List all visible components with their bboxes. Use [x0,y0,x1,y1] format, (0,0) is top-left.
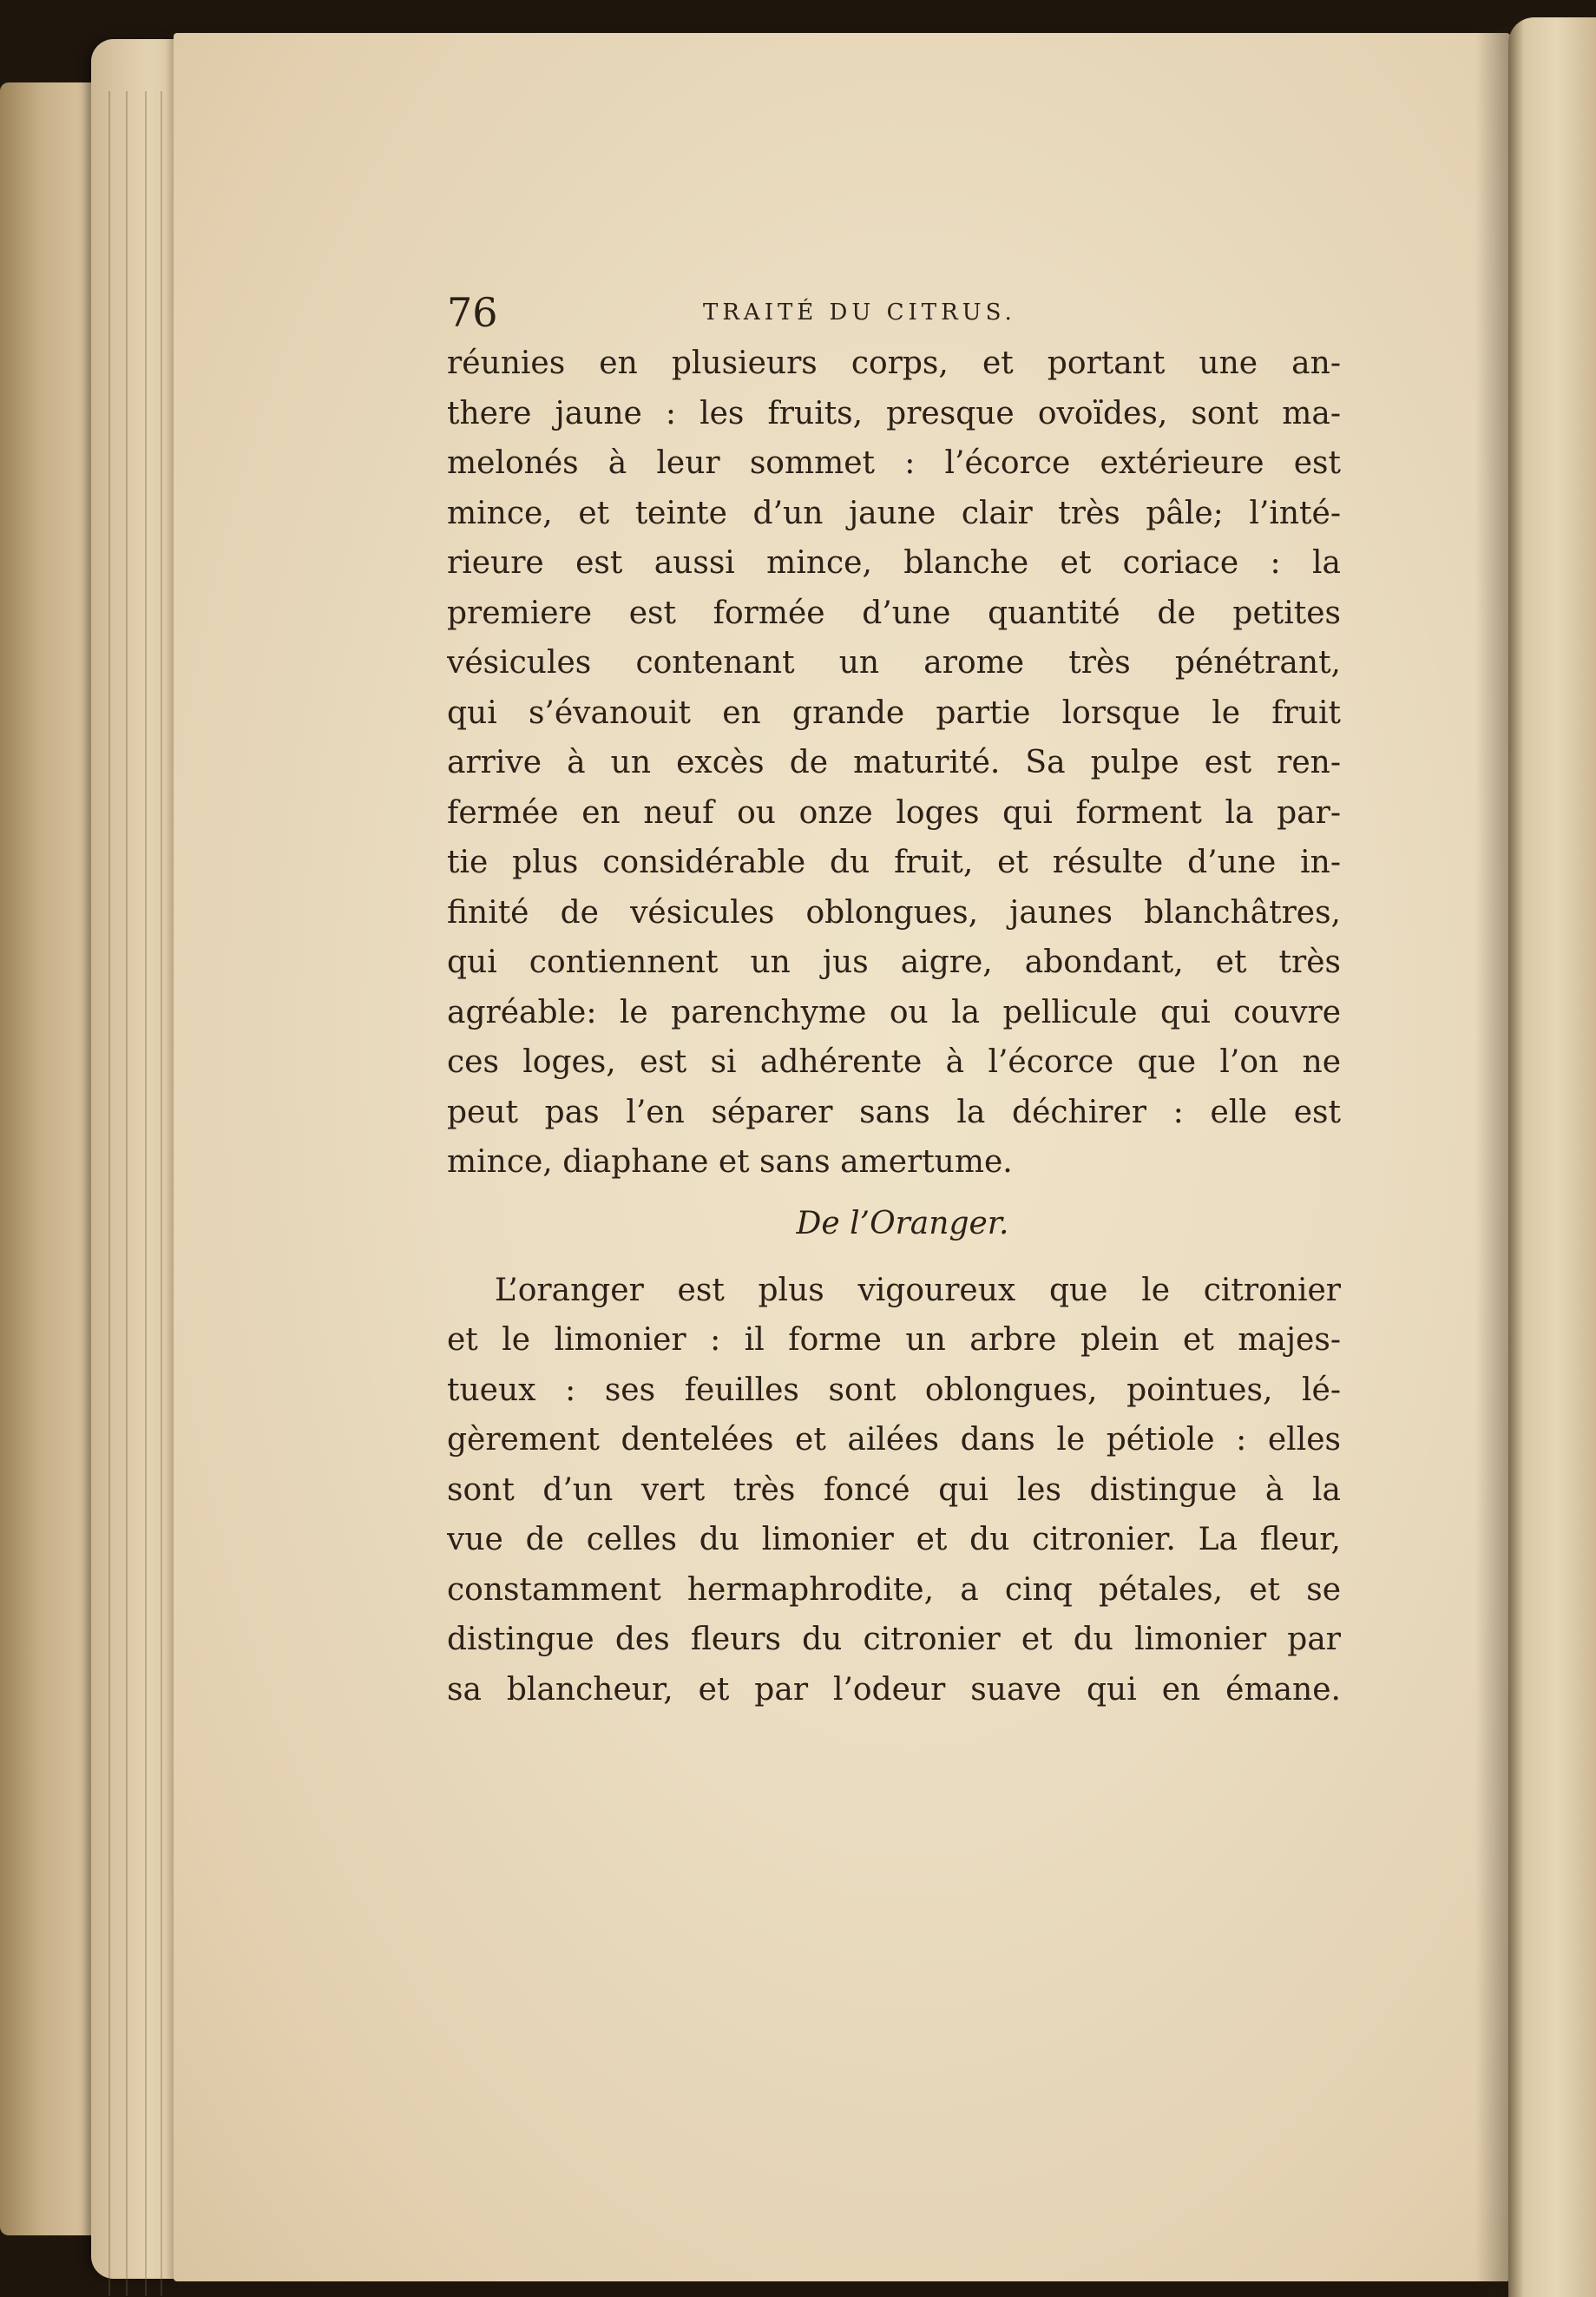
text-line: sa blancheur, et par l’odeur suave qui en émane. [447,1671,1341,1708]
text-line: mince, et teinte d’un jaune clair très pâle; l’inté- [447,495,1341,531]
paragraph-1 [447,339,1341,1188]
text-line: vésicules contenant un arome très pénétrant, [447,645,1341,681]
text-line: sont d’un vert très foncé qui les distingue à la [447,1471,1341,1508]
text-line: L’oranger est plus vigoureux que le citronier [495,1272,1341,1308]
paragraph-2 [447,1266,1341,1715]
page-edge [145,91,147,2296]
page-number: 76 [447,289,498,336]
text-line: vue de celles du limonier et du citronier. La fleur, [447,1522,1341,1557]
text-line: et le limonier : il forme un arbre plein et majes- [447,1322,1341,1358]
page-edge [161,91,162,2296]
text-line: arrive à un excès de maturité. Sa pulpe est ren- [447,745,1341,780]
page-edge [108,91,110,2296]
page-edge [126,91,128,2296]
text-line: qui s’évanouit en grande partie lorsque le fruit [447,694,1341,731]
text-line: peut pas l’en séparer sans la déchirer : elle est [447,1094,1341,1130]
text-line: agréable: le parenchyme ou la pellicule qui couvre [447,994,1341,1030]
running-head [447,286,1341,339]
text-line: tie plus considérable du fruit, et résulte d’une in- [447,845,1341,880]
facing-page-edge [1508,17,1596,2297]
text-line: réunies en plusieurs corps, et portant une an- [447,346,1341,381]
text-line: qui contiennent un jus aigre, abondant, et très [447,944,1341,980]
text-line: premiere est formée d’une quantité de petites [447,595,1341,631]
text-line: ces loges, est si adhérente à l’écorce que l’on ne [447,1044,1341,1080]
text-line: rieure est aussi mince, blanche et coriace : la [447,545,1341,581]
text-line: gèrement dentelées et ailées dans le pétiole : elles [447,1422,1341,1458]
text-line: finité de vésicules oblongues, jaunes blanchâtres, [447,894,1341,931]
running-title: TRAITÉ DU CITRUS. [703,299,1016,326]
text-line: distingue des fleurs du citronier et du limonier par [447,1622,1341,1657]
text-line: constamment hermaphrodite, a cinq pétales, et se [447,1571,1341,1608]
text-line: melonés à leur sommet : l’écorce extérieure est [447,445,1341,481]
text-line: mince, diaphane et sans amertume. [447,1144,1013,1180]
text-line: there jaune : les fruits, presque ovoïdes, sont ma- [447,395,1341,431]
section-heading: De l’Oranger. [796,1205,1009,1241]
text-line: tueux : ses feuilles sont oblongues, pointues, lé- [447,1372,1341,1408]
text-line: fermée en neuf ou onze loges qui forment la par- [447,794,1341,831]
page-text [447,286,1341,1715]
